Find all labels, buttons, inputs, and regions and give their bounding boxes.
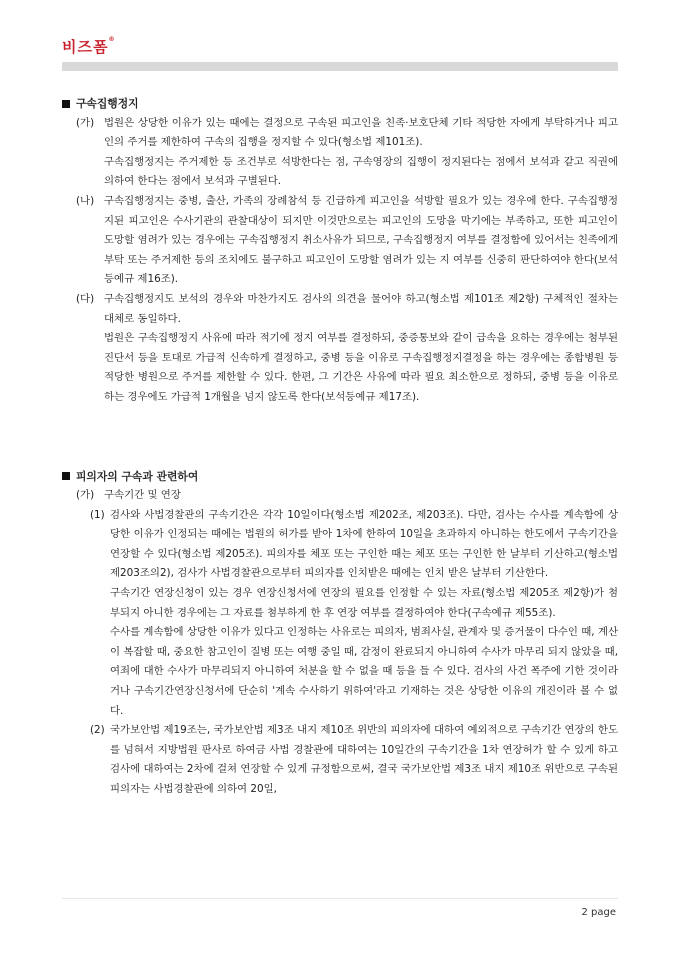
footer-divider xyxy=(62,898,618,899)
section-title: 구속집행정지 xyxy=(76,97,139,110)
item-marker: (다) xyxy=(76,292,95,305)
note-paragraph: 구속집행정지는 주거제한 등 조건부로 석방한다는 점, 구속영장의 집행이 정지된다는 점에서 보석과 같고 직권에 의하여 한다는 점에서 보석과 구별된다. xyxy=(104,155,618,188)
registered-mark: ® xyxy=(108,36,116,43)
square-bullet-icon xyxy=(62,100,70,108)
list-item xyxy=(62,114,618,153)
list-item xyxy=(62,486,618,506)
item-marker: (가) xyxy=(76,489,95,502)
square-bullet-icon xyxy=(62,472,70,480)
header-bar xyxy=(62,62,618,71)
note-paragraph: 구속기간 연장신청이 있는 경우 연장신청서에 연장의 필요를 인정할 수 있는 자료(형소법 제205조 제2항)가 첨부되지 아니한 경우에는 그 자료를 첨부하게 한 후 연장 여부를 결정하여야 한다(구속예규 제55조). xyxy=(110,587,618,619)
note-paragraph: 수사를 계속함에 상당한 이유가 있다고 인정하는 사유로는 피의자, 범죄사실, 관계자 및 증거물이 다수인 때, 계산이 복잡할 때, 중요한 참고인이 질병 또는 여행 중일 때, 감정이 완료되지 아니하여 수사가 마무리 되지 않았을 때, 여죄에 대한 수사가 마무리되지 아니하여 처분을 할 수 없을 때 등을 들 수 있다. 검사의 사건 폭주에 기한 것이라거나 구속기간연장신청서에 단순히 '계속 수사하기 위하여'라고 기재하는 것은 상당한 이유의 개진이라 볼 수 없다. xyxy=(110,626,618,717)
item-text: 검사와 사법경찰관의 구속기간은 각각 10일이다(형소법 제202조, 제203조). 다만, 검사는 수사를 계속함에 상당한 이유가 인정되는 때에는 법원의 허가를 받아 1차에 한하여 10일을 초과하지 아니하는 한도에서 구속기간을 연장할 수 있다(형소법 제205조). 피의자를 체포 또는 구인한 때는 체포 또는 구인한 한 날부터 기산하고(형소법 제203조의2), 검사가 사법경찰관으로부터 피의자를 인치받은 때에는 인치 받은 날부터 기산한다. xyxy=(110,508,618,580)
list-item xyxy=(62,721,618,799)
list-item xyxy=(62,506,618,584)
item-marker: (나) xyxy=(76,194,95,207)
note-paragraph: 법원은 구속집행정지 사유에 따라 적기에 정지 여부를 결정하되, 중증통보와 같이 급속을 요하는 경우에는 첨부된 진단서 등을 토대로 가급적 신속하게 결정하고, 중병 등을 이유로 구속집행정지결정을 하는 경우에는 종합병원 등 적당한 병원으로 주거를 제한할 수 있다. 한편, 그 기간은 사유에 따라 필요 최소한으로 정하되, 중병 등을 이유로 하는 경우에도 가급적 1개월을 넘지 않도록 한다(보석등예규 제17조). xyxy=(104,332,618,403)
item-text: 국가보안법 제19조는, 국가보안법 제3조 내지 제10조 위반의 피의자에 대하여 예외적으로 구속기간 연장의 한도를 넘혀서 지방법원 판사로 하여금 사법 경찰관에 대하여는 10일간의 구속기간을 1차 연장허가 할 수 있게 하고 검사에 대하여는 2차에 걸쳐 연장할 수 있게 규정함으로써, 결국 국가보안법 제3조 내지 제10조 위반으로 구속된 피의자는 사법경찰관에 의하여 20일, xyxy=(110,724,618,795)
section-spacer xyxy=(62,408,618,467)
document-body xyxy=(62,94,618,800)
section-heading-suspension xyxy=(62,94,618,114)
item-text: 구속기간 및 연장 xyxy=(104,489,181,502)
list-item xyxy=(62,290,618,329)
item-marker: (2) xyxy=(90,724,105,737)
bizform-logo xyxy=(62,36,115,57)
logo-text: 비즈폼 xyxy=(62,38,109,56)
item-text: 구속집행정지는 중병, 출산, 가족의 장례참석 등 긴급하게 피고인을 석방할 필요가 있는 경우에 한다. 구속집행정지된 피고인은 수사기관의 관찰대상이 되지만 이것만으로는 피고인의 도망을 막기에는 부족하고, 또한 피고인이 도망할 염려가 있는 경우에는 구속집행정지 취소사유가 되므로, 구속집행정지 여부를 결정함에 있어서는 친족에게 부탁 또는 주거제한 등의 조치에도 불구하고 피고인이 도망할 염려가 있는 지 여부를 신중히 판단하여야 한다(보석등예규 제16조). xyxy=(104,194,618,286)
item-text: 법원은 상당한 이유가 있는 때에는 결정으로 구속된 피고인을 친족·보호단체 기타 적당한 자에게 부탁하거나 피고인의 주거를 제한하여 구속의 집행을 정지할 수 있다(형소법 제101조). xyxy=(104,116,618,149)
item-text: 구속집행정지도 보석의 경우와 마찬가지도 검사의 의견을 물어야 하고(형소법 제101조 제2항) 구체적인 절차는 대체로 동일하다. xyxy=(104,292,618,325)
section-title: 피의자의 구속과 관련하여 xyxy=(76,469,199,483)
page-number: 2 page xyxy=(581,907,616,918)
item-marker: (1) xyxy=(90,508,105,521)
section-heading-suspect-detention xyxy=(62,467,618,487)
list-item xyxy=(62,192,618,290)
item-marker: (가) xyxy=(76,116,95,129)
